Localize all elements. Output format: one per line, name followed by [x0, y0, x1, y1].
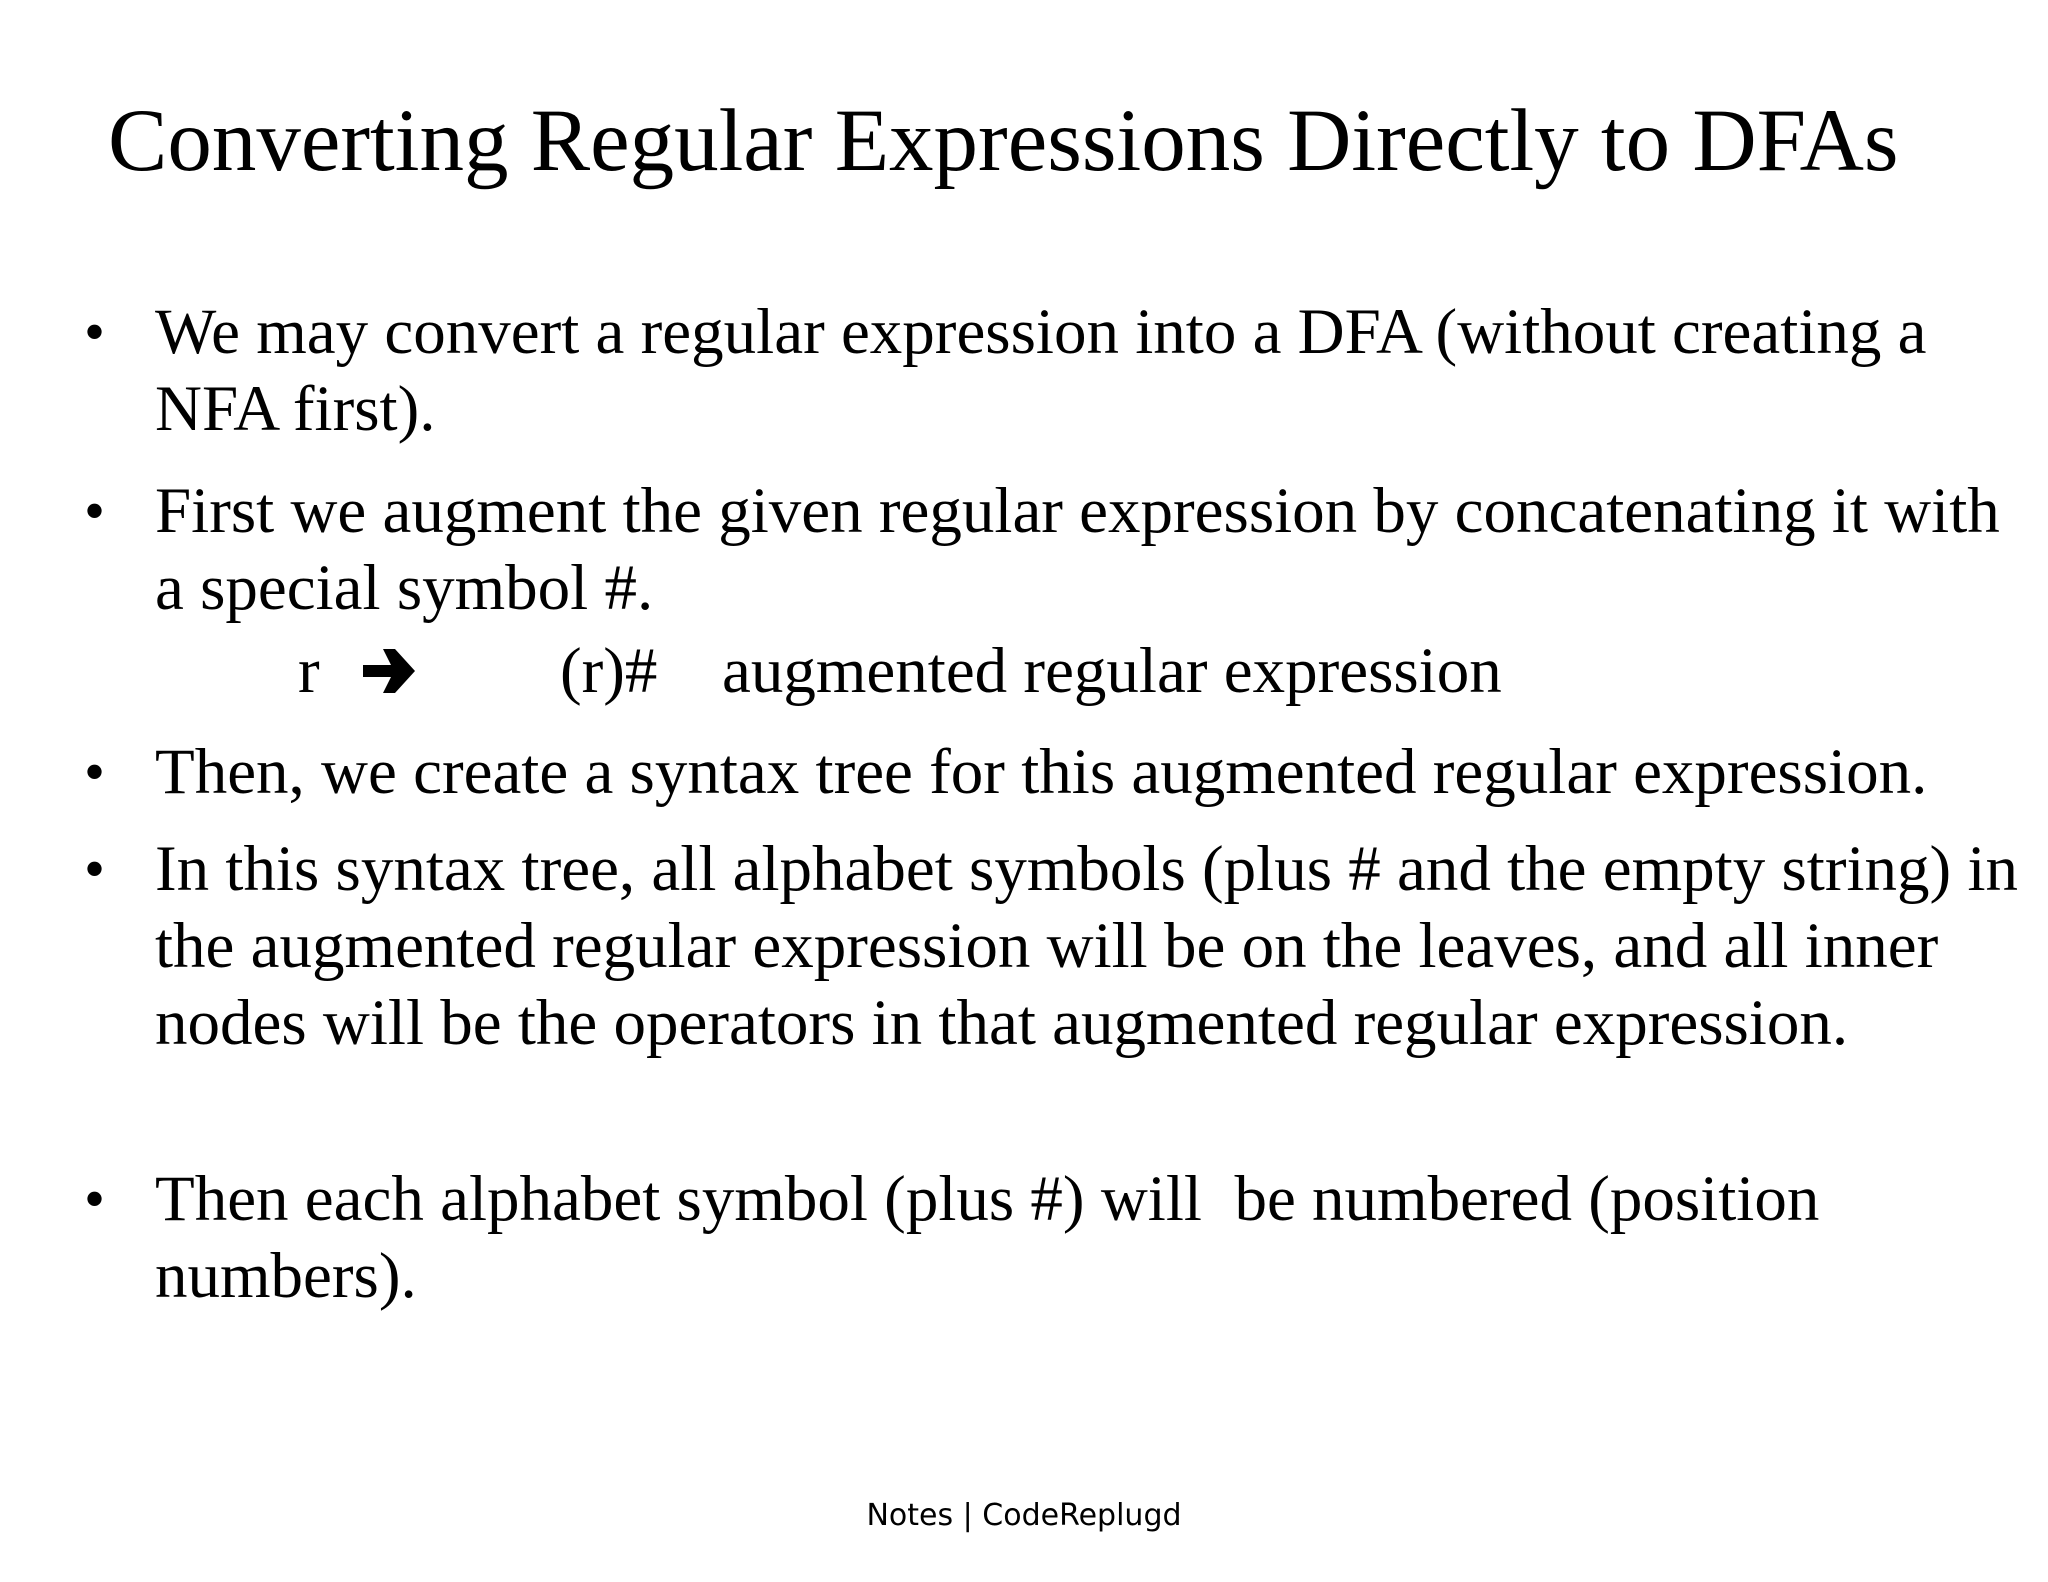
bullet-text: First we augment the given regular expression by concatenating it with a special symbol #.: [155, 475, 2033, 624]
formula-description: augmented regular expression: [722, 635, 1502, 707]
augmentation-formula: [0, 633, 2048, 713]
bullet-text: Then, we create a syntax tree for this augmented regular expression.: [155, 736, 1928, 808]
bullet-text: In this syntax tree, all alphabet symbols (plus # and the empty string) in the augmented regular expression will be on the leaves, and all inner nodes will be the operators in that augmented regular expression.: [155, 833, 2035, 1059]
bullet-dot: •: [84, 739, 106, 805]
bullet-dot: •: [84, 478, 106, 544]
bullet-text: We may convert a regular expression into a DFA (without creating a NFA first).: [155, 296, 1943, 445]
bullet-dot: •: [84, 836, 106, 902]
formula-rhs: (r)#: [560, 635, 658, 707]
right-arrow-icon: [357, 643, 421, 699]
bullet-dot: •: [84, 299, 106, 365]
formula-lhs: r: [298, 635, 320, 707]
slide-title: Converting Regular Expressions Directly to DFAs: [108, 92, 1899, 190]
bullet-dot: •: [84, 1166, 106, 1232]
bullet-text: Then each alphabet symbol (plus #) will be numbered (position numbers).: [155, 1163, 1836, 1312]
footer-watermark: Notes | CodeReplugd: [866, 1498, 1182, 1533]
